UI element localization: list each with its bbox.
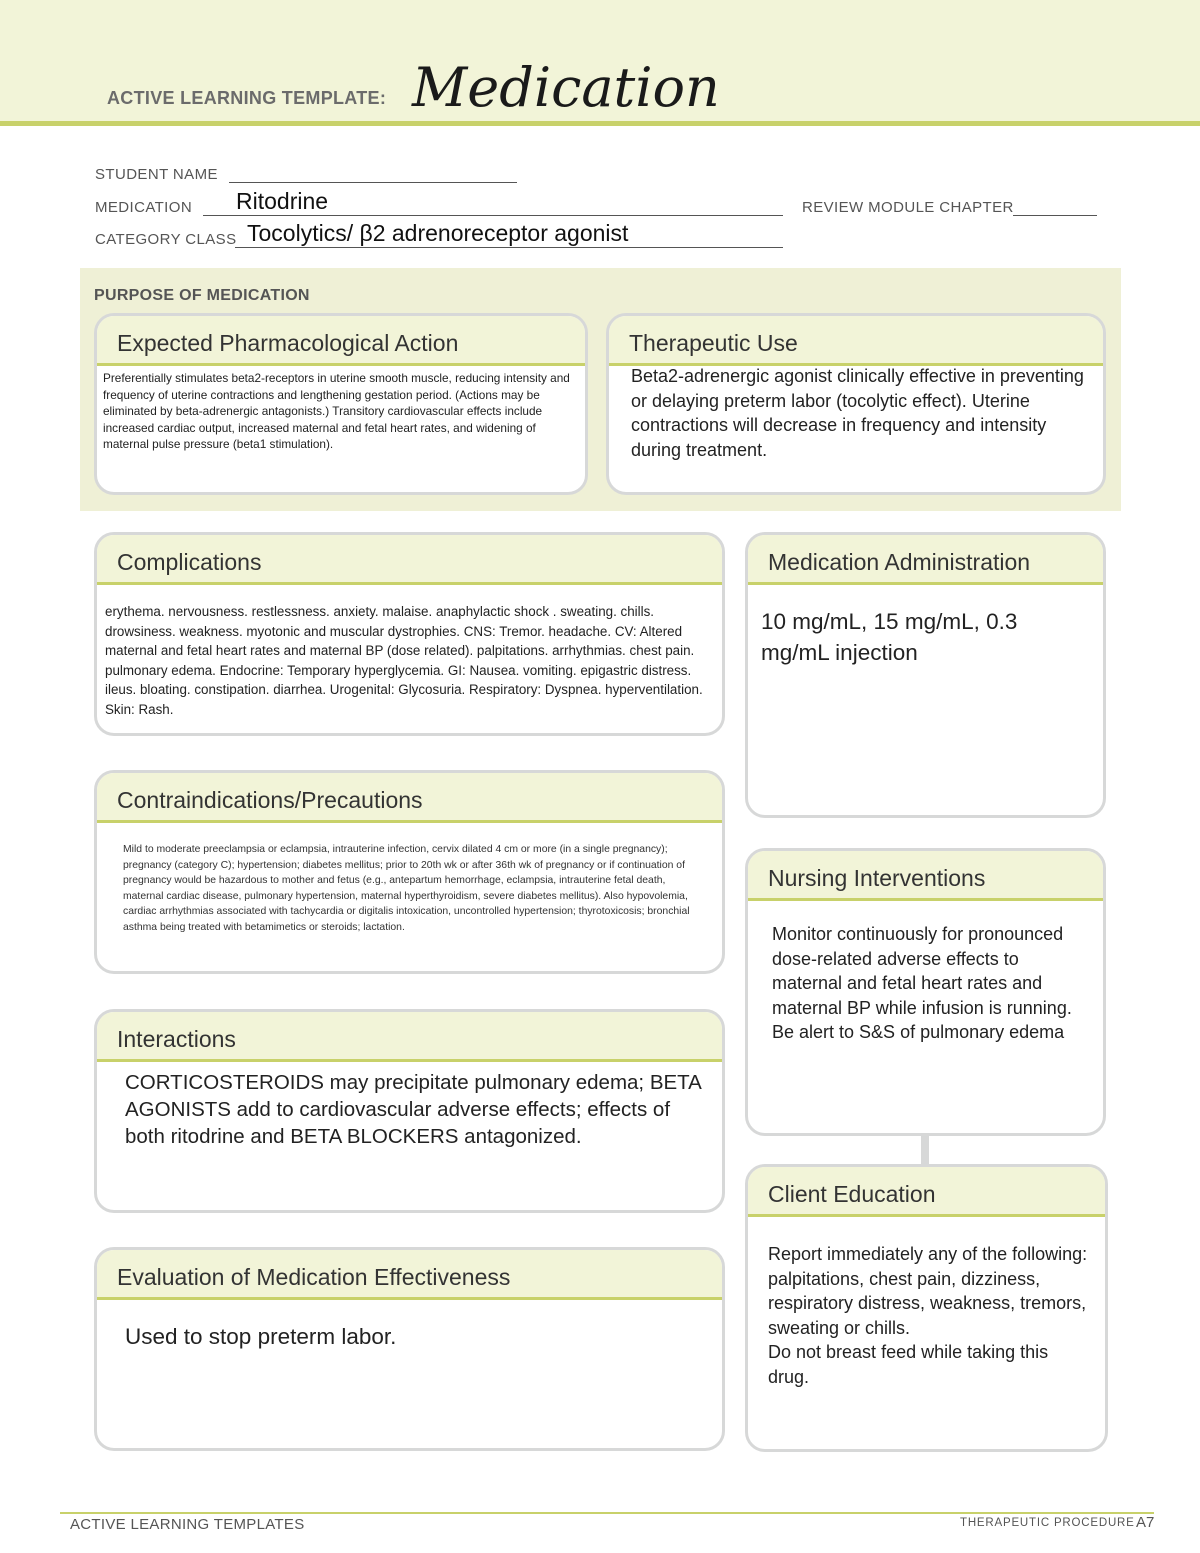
footer-divider [60,1512,1154,1514]
client-education-heading: Client Education [748,1167,1105,1217]
complications-text: erythema. nervousness. restlessness. anxiety. malaise. anaphylactic shock . sweating. chills. drowsiness. weakness. myotonic and muscular dystrophies. CNS: Tremor. headache. CV: Altered maternal and fetal heart rates and maternal BP (dose related). palpitations. arrhythmias. chest pain. pulmonary edema. Endocrine: Temporary hyperglycemia. GI: Nausea. vomiting. epigastric distress. ileus. bloating. constipation. diarrhea. Urogenital: Glycosuria. Respiratory: Dyspnea. hyperventilation. Skin: Rash. [105,604,703,717]
contraindications-box [94,770,725,974]
medication-label: MEDICATION [95,199,193,216]
interactions-text: CORTICOSTEROIDS may precipitate pulmonary edema; BETA AGONISTS add to cardiovascular adverse effects; effects of both ritodrine and BETA BLOCKERS antagonized. [125,1071,701,1148]
purpose-label: PURPOSE OF MEDICATION [94,287,310,304]
contraindications-text: Mild to moderate preeclampsia or eclampsia, intrauterine infection, cervix dilated 4 cm or more (in a single pregnancy); pregnancy (category C); hypertension; diabetes mellitus; prior to 20th wk or after 36th wk of pregnancy or if continuation of pregnancy would be hazardous to mother and fetus (e.g., antepartum hemorrhage, eclampsia, intrauterine fetal death, maternal cardiac disease, pulmonary hypertension, maternal hyperthyroidism, severe diabetes mellitus). Also hypovolemia, cardiac arrhythmias associated with tachycardia or digitalis intoxication, uncontrolled hypertension; thyrotoxicosis; bronchial asthma being treated with betamimetics or steroids; lactation. [123,844,690,933]
category-class-label: CATEGORY CLASS [95,231,237,248]
medication-administration-text: 10 mg/mL, 15 mg/mL, 0.3 mg/mL injection [761,609,1018,665]
client-education-box [745,1164,1108,1452]
therapeutic-use-heading: Therapeutic Use [609,316,1103,366]
student-name-label: STUDENT NAME [95,166,218,183]
nursing-interventions-heading: Nursing Interventions [748,851,1103,901]
evaluation-box [94,1247,725,1451]
therapeutic-use-text: Beta2-adrenergic agonist clinically effective in preventing or delaying preterm labor (tocolytic effect). Uterine contractions will decrease in frequency and intensity during treatment. [631,366,1084,460]
evaluation-text: Used to stop preterm labor. [125,1324,397,1349]
expected-action-box [94,313,588,495]
medication-administration-heading: Medication Administration [748,535,1103,585]
footer-section: THERAPEUTIC PROCEDURE [960,1517,1135,1529]
client-education-text: Report immediately any of the following: palpitations, chest pain, dizziness, respiratory distress, weakness, tremors, sweating or chills. [768,1244,1088,1338]
review-module-field[interactable] [1013,215,1097,216]
review-module-label: REVIEW MODULE CHAPTER [802,199,1014,216]
category-class-field[interactable] [235,247,783,248]
page-number: A7 [1136,1514,1155,1531]
footer-title: ACTIVE LEARNING TEMPLATES [70,1516,305,1533]
nursing-interventions-text-2: Be alert to S&S of pulmonary edema [772,1022,1065,1042]
category-class-value: Tocolytics/ β2 adrenoreceptor agonist [247,220,629,246]
medication-value: Ritodrine [236,188,329,214]
evaluation-heading: Evaluation of Medication Effectiveness [97,1250,722,1300]
interactions-heading: Interactions [97,1012,722,1062]
medication-administration-box [745,532,1106,818]
expected-action-heading: Expected Pharmacological Action [97,316,585,366]
complications-box [94,532,725,736]
medication-field[interactable] [203,215,783,216]
nursing-interventions-text: Monitor continuously for pronounced dose-related adverse effects to maternal and fetal heart rates and maternal BP while infusion is running. [772,924,1072,1018]
nursing-interventions-box [745,848,1106,1136]
client-education-text-2: Do not breast feed while taking this drug. [768,1342,1049,1387]
interactions-box [94,1009,725,1213]
student-name-field[interactable] [229,182,517,183]
header-divider [0,121,1200,126]
page-title: Medication [412,56,720,119]
complications-heading: Complications [97,535,722,585]
therapeutic-use-box [606,313,1106,495]
expected-action-text: Preferentially stimulates beta2-receptors in uterine smooth muscle, reducing intensity and frequency of uterine contractions and lengthening gestation period. (Actions may be eliminated by beta-adrenergic antagonists.) Transitory cardiovascular effects include increased cardiac output, increased maternal and fetal heart rates, and widening of maternal pulse pressure (beta1 stimulation). [103,371,570,452]
template-label: ACTIVE LEARNING TEMPLATE: [107,88,387,108]
connector [921,1136,929,1166]
contraindications-heading: Contraindications/Precautions [97,773,722,823]
